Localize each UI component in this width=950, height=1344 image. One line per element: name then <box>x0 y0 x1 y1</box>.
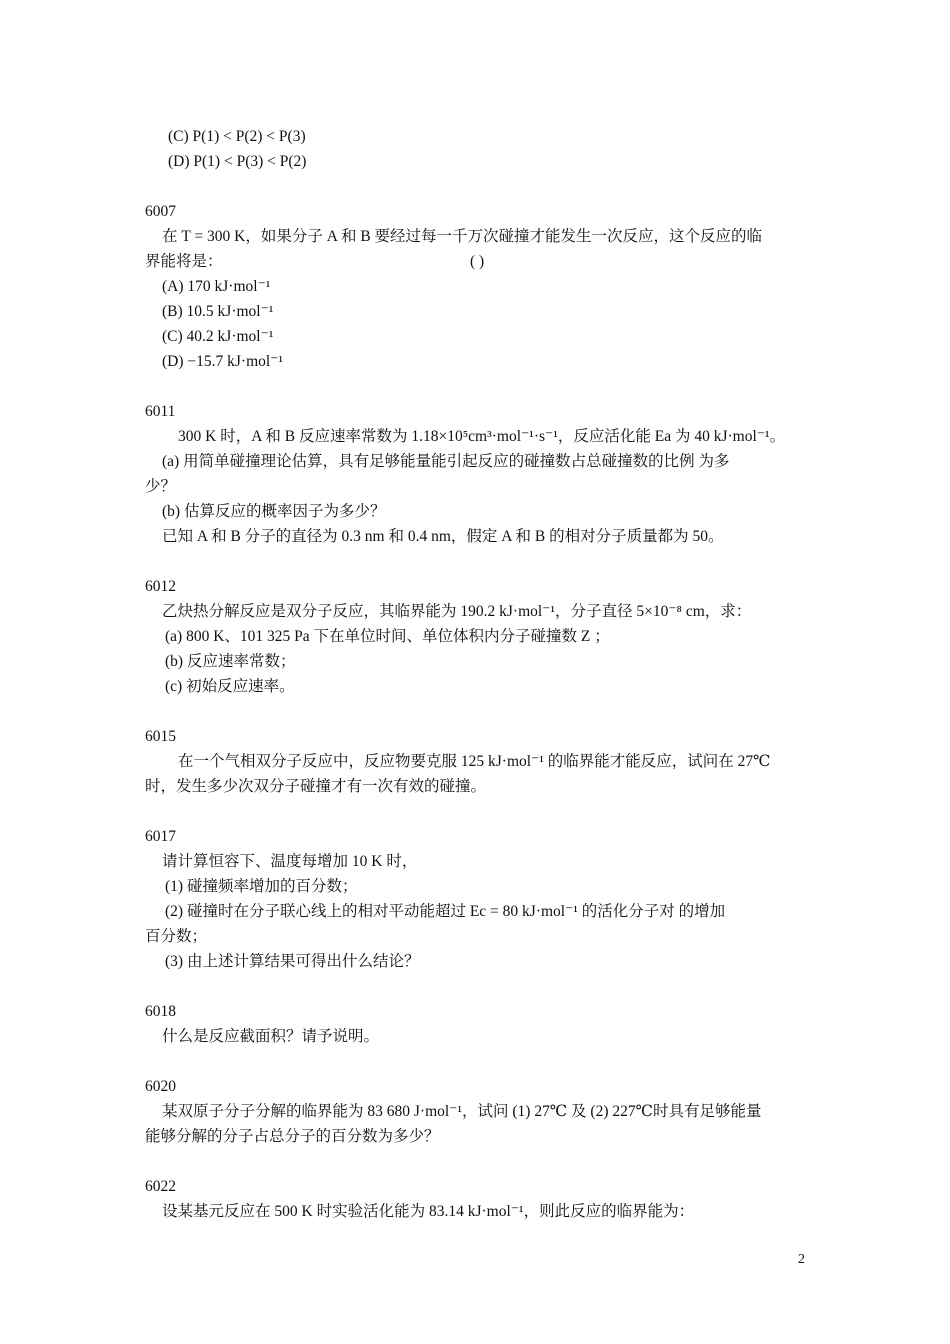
option-c-prev: (C) P(1) < P(2) < P(3) <box>168 128 306 145</box>
q6007-text-line2: 界能将是： <box>145 253 223 270</box>
q6015-line1: 在一个气相双分子反应中，反应物要克服 125 kJ·mol⁻¹ 的临界能才能反应，试问在 27℃ <box>178 753 771 770</box>
q6017-line3: (2) 碰撞时在分子联心线上的相对平动能超过 Ec = 80 kJ·mol⁻¹ 的活化分子对 的增加 <box>165 903 726 920</box>
question-number-6011: 6011 <box>145 403 176 420</box>
q6018-line1: 什么是反应截面积？请予说明。 <box>162 1028 380 1045</box>
q6017-line4: 百分数； <box>145 928 208 945</box>
q6007-option-d: (D) −15.7 kJ·mol⁻¹ <box>162 353 284 370</box>
q6012-line1: 乙炔热分解反应是双分子反应，其临界能为 190.2 kJ·mol⁻¹，分子直径 5×10⁻⁸ cm，求： <box>162 603 752 620</box>
q6011-line5: 已知 A 和 B 分子的直径为 0.3 nm 和 0.4 nm，假定 A 和 B 的相对分子质量都为 50。 <box>162 528 724 545</box>
q6015-line2: 时，发生多少次双分子碰撞才有一次有效的碰撞。 <box>145 778 487 795</box>
q6007-text-line1: 在 T = 300 K，如果分子 A 和 B 要经过每一千万次碰撞才能发生一次反应，这个反应的临 <box>162 228 763 245</box>
q6020-line1: 某双原子分子分解的临界能为 83 680 J·mol⁻¹，试问 (1) 27℃ 及 (2) 227℃时具有足够能量 <box>162 1103 762 1120</box>
question-number-6022: 6022 <box>145 1178 176 1195</box>
q6007-option-b: (B) 10.5 kJ·mol⁻¹ <box>162 303 274 320</box>
q6007-option-c: (C) 40.2 kJ·mol⁻¹ <box>162 328 274 345</box>
option-d-prev: (D) P(1) < P(3) < P(2) <box>168 153 307 170</box>
q6011-line1: 300 K 时，A 和 B 反应速率常数为 1.18×10⁵cm³·mol⁻¹·s⁻¹，反应活化能 Ea 为 40 kJ·mol⁻¹。 <box>178 428 786 445</box>
q6012-line3: (b) 反应速率常数； <box>165 653 296 670</box>
q6007-option-a: (A) 170 kJ·mol⁻¹ <box>162 278 271 295</box>
question-number-6018: 6018 <box>145 1003 176 1020</box>
question-number-6015: 6015 <box>145 728 176 745</box>
q6017-line2: (1) 碰撞频率增加的百分数； <box>165 878 358 895</box>
q6022-line1: 设某基元反应在 500 K 时实验活化能为 83.14 kJ·mol⁻¹，则此反应的临界能为： <box>162 1203 695 1220</box>
q6012-line4: (c) 初始反应速率。 <box>165 678 295 695</box>
question-number-6017: 6017 <box>145 828 176 845</box>
q6007-answer-blank: ( ) <box>470 253 485 270</box>
page-number: 2 <box>798 1252 805 1267</box>
q6020-line2: 能够分解的分子占总分子的百分数为多少？ <box>145 1128 440 1145</box>
q6011-line3: 少？ <box>145 478 177 495</box>
q6011-line4: (b) 估算反应的概率因子为多少？ <box>162 503 386 520</box>
q6011-line2: (a) 用简单碰撞理论估算，具有足够能量能引起反应的碰撞数占总碰撞数的比例 为多 <box>162 453 730 470</box>
q6017-line1: 请计算恒容下、温度每增加 10 K 时， <box>162 853 418 870</box>
question-number-6012: 6012 <box>145 578 176 595</box>
question-number-6020: 6020 <box>145 1078 176 1095</box>
q6017-line5: (3) 由上述计算结果可得出什么结论？ <box>165 953 420 970</box>
q6012-line2: (a) 800 K、101 325 Pa 下在单位时间、单位体积内分子碰撞数 Z ； <box>165 628 610 645</box>
question-number-6007: 6007 <box>145 203 176 220</box>
